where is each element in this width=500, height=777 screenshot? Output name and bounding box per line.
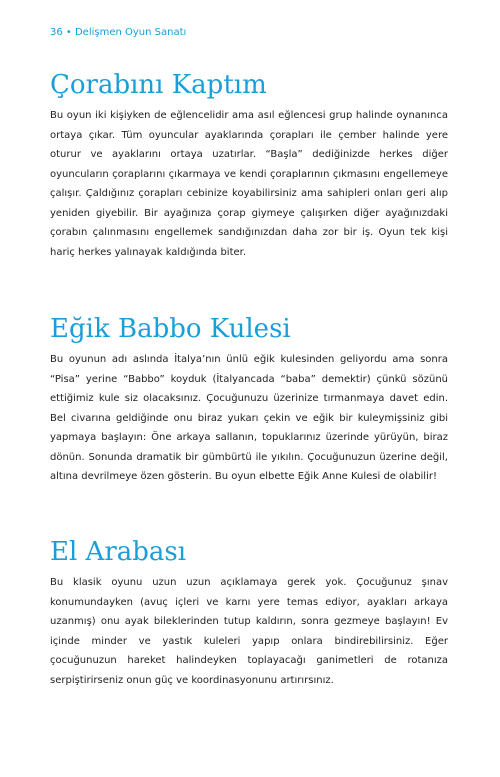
- section-title: Çorabını Kaptım: [50, 70, 267, 100]
- section-title: Eğik Babbo Kulesi: [50, 314, 291, 344]
- section-egik-babbo-kulesi: [50, 314, 448, 487]
- section-corabini-kaptim: [50, 70, 448, 262]
- section-title: El Arabası: [50, 537, 187, 567]
- running-head: 36 • Delişmen Oyun Sanatı: [50, 27, 187, 38]
- section-body: Bu klasik oyunu uzun uzun açıklamaya gerek yok. Çocuğunuz şınav konumundayken (avuç içleri ve karnı yere temas ediyor, ayakları arkaya uzanmış) onu ayak bileklerinden tutup kaldırın, sonra gezmeye başlayın! Ev içinde minder ve yastık kuleleri yapıp onlara bindirebilirsiniz. Eğer çocuğunuzun hareket halindeyken toplayacağı ganimetleri de rotanıza serpiştirirseniz onun güç ve koordinasyonunu artırırsınız.: [50, 577, 448, 686]
- section-body: Bu oyunun adı aslında İtalya’nın ünlü eğik kulesinden geliyordu ama sonra “Pisa” yerine “Babbo” koyduk (İtalyancada “baba” demektir) çünkü sözünü ettiğimiz kule siz olacaksınız. Çocuğunuzu üzerinize tırmanmaya davet edin. Bel civarına geldiğinde onu biraz yukarı çekin ve eğik bir kuleymişsiniz gibi yapmaya başlayın: Öne arkaya sallanın, topuklarınız üzerinde yürüyün, biraz dönün. Sonunda dramatik bir gümbürtü ile yıkılın. Çocuğunuzun üzerine değil, altına devrilmeye özen gösterin. Bu oyun elbette Eğik Anne Kulesi de olabilir!: [50, 354, 448, 482]
- section-el-arabasi: [50, 537, 448, 690]
- section-body: Bu oyun iki kişiyken de eğlencelidir ama asıl eğlencesi grup halinde oynanınca ortaya çıkar. Tüm oyuncular ayaklarında çorapları ile çember halinde yere oturur ve ayaklarını ortaya uzatırlar. “Başla” dediğinizde herkes diğer oyuncuların çoraplarını çıkarmaya ve kendi çoraplarının çıkmasını engellemeye çalışır. Çaldığınız çorapları cebinize koyabilirsiniz ama sahipleri onları geri alıp yeniden giyebilir. Bir ayağınıza çorap giymeye çalışırken diğer ayağınızdaki çorabın çalınmasını engellemek sandığınızdan daha zor bir iş. Oyun tek kişi hariç herkes yalınayak kaldığında biter.: [50, 110, 448, 258]
